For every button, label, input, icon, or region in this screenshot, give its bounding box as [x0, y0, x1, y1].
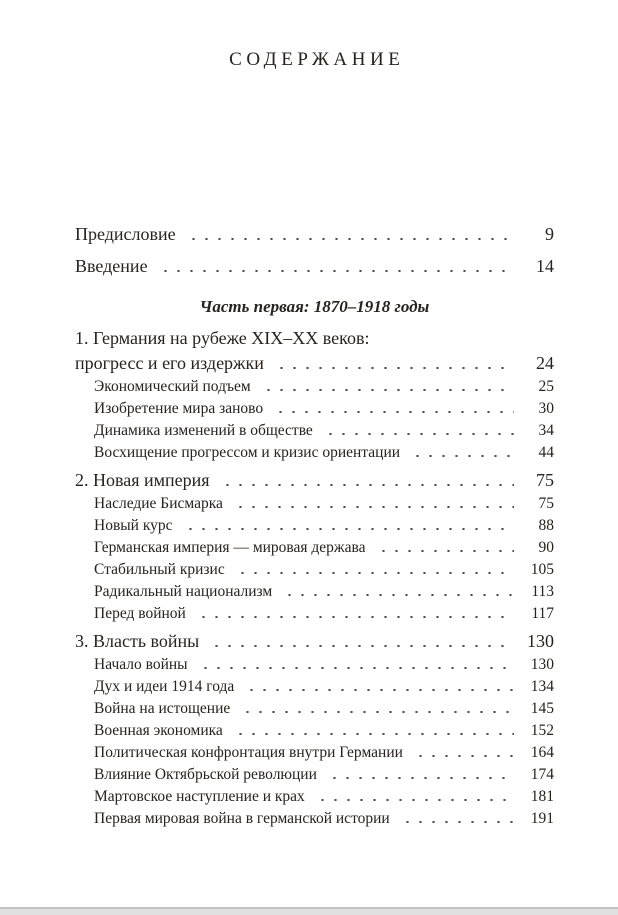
toc-entry-page: 90	[538, 539, 554, 556]
toc-entry[interactable]	[75, 559, 554, 581]
toc-entry-label: Начало войны	[94, 656, 188, 673]
dot-leader	[272, 411, 514, 413]
dot-leader	[239, 711, 514, 713]
toc-entry-label: Динамика изменений в обществе	[94, 422, 313, 439]
dot-leader	[322, 433, 514, 435]
toc-entry[interactable]	[75, 493, 554, 515]
toc-chapter-2-title[interactable]	[75, 468, 554, 493]
toc-entry-page: 145	[530, 700, 554, 717]
toc-entry-label: 2. Новая империя	[75, 470, 210, 490]
toc-entry-page: 152	[530, 722, 554, 739]
dot-leader	[232, 506, 514, 508]
dot-leader	[409, 455, 514, 457]
toc-entry-label: 3. Власть войны	[75, 631, 200, 651]
dot-leader	[399, 821, 514, 823]
dot-leader	[273, 367, 514, 369]
toc-entry-page: 130	[530, 656, 554, 673]
toc-entry-label: Введение	[75, 256, 148, 276]
toc-entry-label: Дух и идеи 1914 года	[94, 678, 235, 695]
dot-leader	[197, 667, 514, 669]
toc-chapter-3-sections	[75, 654, 554, 830]
toc-entry-page: 181	[530, 788, 554, 805]
toc-entry[interactable]	[75, 742, 554, 764]
toc-entry-label: Предисловие	[75, 224, 176, 244]
toc-entry-introduction[interactable]	[75, 254, 554, 278]
toc-entry[interactable]	[75, 676, 554, 698]
toc-entry[interactable]	[75, 442, 554, 464]
toc-entry-label: Перед войной	[94, 605, 186, 622]
toc-entry-label: Стабильный кризис	[94, 561, 225, 578]
dot-leader	[412, 755, 514, 757]
toc-entry-page: 24	[536, 353, 554, 373]
dot-leader	[234, 572, 514, 574]
toc-chapter-3-title[interactable]	[75, 628, 554, 654]
toc-entry-label: Наследие Бисмарка	[94, 495, 223, 512]
toc-entry-page: 14	[536, 256, 554, 276]
dot-leader	[157, 270, 514, 272]
toc-entry[interactable]	[75, 698, 554, 720]
toc-entry[interactable]	[75, 537, 554, 559]
toc-entry-label: Изобретение мира заново	[94, 400, 264, 417]
toc-entry[interactable]	[75, 654, 554, 676]
toc-entry-page: 113	[531, 583, 554, 600]
toc-entry[interactable]	[75, 581, 554, 603]
toc-entry[interactable]	[75, 603, 554, 625]
toc-entry-label: Первая мировая война в германской истории	[94, 810, 390, 827]
dot-leader	[219, 484, 514, 486]
toc-entry-label: Германская империя — мировая держава	[94, 539, 366, 556]
toc-entry[interactable]	[75, 376, 554, 398]
toc-entry-page: 105	[530, 561, 554, 578]
toc-entry-label: Новый курс	[94, 517, 173, 534]
toc-entry-page: 44	[538, 444, 554, 461]
toc-entry-page: 134	[530, 678, 554, 695]
toc-entry[interactable]	[75, 786, 554, 808]
toc-chapter-1-title-line1[interactable]	[75, 326, 554, 351]
toc-entry-page: 174	[530, 766, 554, 783]
toc-entry-page: 130	[527, 631, 554, 651]
toc-entry-label: Мартовское наступление и крах	[94, 788, 305, 805]
toc-entry[interactable]	[75, 420, 554, 442]
dot-leader	[375, 550, 514, 552]
toc-entry-label: Радикальный национализм	[94, 583, 273, 600]
contents-title: СОДЕРЖАНИЕ	[229, 49, 405, 70]
toc-entry-page: 117	[531, 605, 554, 622]
toc-entry[interactable]	[75, 515, 554, 537]
toc-entry[interactable]	[75, 808, 554, 830]
toc-entry-page: 88	[538, 517, 554, 534]
window-bottom-edge	[0, 907, 618, 915]
toc-chapter-1-title-line2[interactable]	[75, 351, 554, 376]
dot-leader	[281, 594, 514, 596]
dot-leader	[260, 389, 514, 391]
toc-entry-page: 30	[538, 400, 554, 417]
toc-entry-page: 34	[538, 422, 554, 439]
toc-entry-page: 75	[536, 470, 554, 490]
toc-entry-label: Война на истощение	[94, 700, 231, 717]
dot-leader	[208, 645, 514, 647]
toc-entry-label: прогресс и его издержки	[75, 353, 264, 373]
dot-leader	[243, 689, 514, 691]
toc-entry-label: Военная экономика	[94, 722, 223, 739]
part-heading: Часть первая: 1870–1918 годы	[199, 297, 430, 316]
toc-entry-label: Влияние Октябрьской революции	[94, 766, 317, 783]
toc-entry[interactable]	[75, 764, 554, 786]
toc-entry[interactable]	[75, 720, 554, 742]
toc-entry-page: 9	[545, 224, 554, 244]
dot-leader	[326, 777, 514, 779]
toc-entry-page: 75	[538, 495, 554, 512]
toc-entry-page: 164	[530, 744, 554, 761]
dot-leader	[232, 733, 514, 735]
toc-entry-page: 191	[530, 810, 554, 827]
dot-leader	[185, 238, 514, 240]
toc-entry-label: Политическая конфронтация внутри Германии	[94, 744, 403, 761]
dot-leader	[314, 799, 514, 801]
toc-entry-label: 1. Германия на рубеже XIX–XX веков:	[75, 328, 370, 348]
toc-entry[interactable]	[75, 398, 554, 420]
dot-leader	[195, 616, 514, 618]
toc-chapter-1-sections	[75, 376, 554, 464]
toc-chapter-2-sections	[75, 493, 554, 625]
contents-column	[0, 47, 618, 830]
toc-entry-preface[interactable]	[75, 222, 554, 246]
toc-entry-label: Экономический подъем	[94, 378, 251, 395]
toc-entry-page: 25	[538, 378, 554, 395]
toc-entry-label: Восхищение прогрессом и кризис ориентации	[94, 444, 401, 461]
dot-leader	[182, 528, 514, 530]
